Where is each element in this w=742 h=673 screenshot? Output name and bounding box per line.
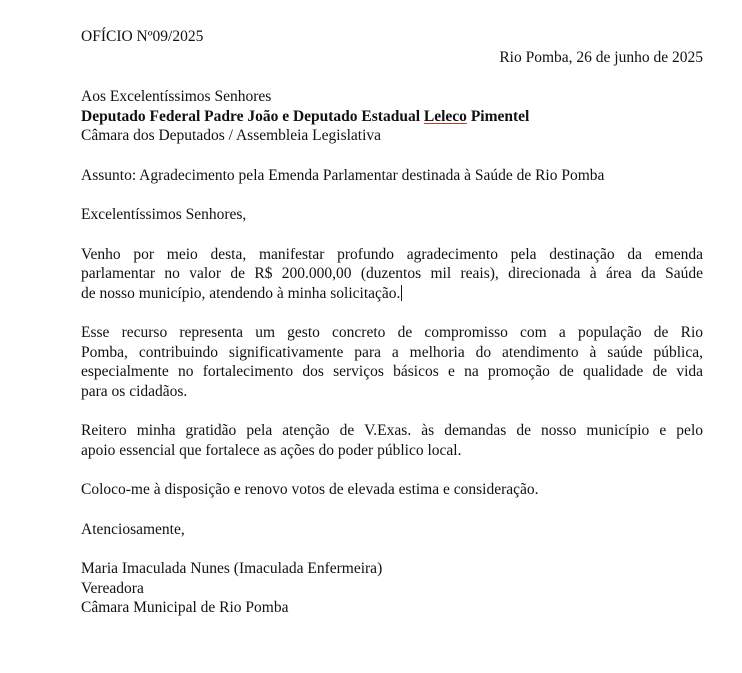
- paragraph-2-line-1: Esse recurso representa um gesto concreto de compromisso com a população de Rio: [81, 324, 703, 341]
- paragraph-1-line-1: Venho por meio desta, manifestar profundo agradecimento pela destinação da emenda: [81, 245, 703, 263]
- signature-role: Vereadora: [81, 579, 144, 597]
- paragraph-2-line-2: Pomba, contribuindo significativamente para a melhoria do atendimento à saúde pública,: [81, 343, 703, 361]
- paragraph-3: [81, 421, 703, 460]
- closing: Atenciosamente,: [81, 520, 185, 538]
- recipient-block: [81, 87, 703, 146]
- paragraph-2: [81, 323, 703, 401]
- subject-line: Assunto: Agradecimento pela Emenda Parlamentar destinada à Saúde de Rio Pomba: [81, 166, 605, 184]
- paragraph-2-line-3: especialmente no fortalecimento dos serviços básicos e na promoção de qualidade de vida: [81, 363, 703, 380]
- recipient-names-underlined: Leleco: [423, 107, 467, 125]
- paragraph-4: Coloco-me à disposição e renovo votos de elevada estima e consideração.: [81, 481, 539, 498]
- oficio-number: OFÍCIO Nº09/2025: [81, 28, 204, 45]
- signature-block: [81, 559, 703, 618]
- paragraph-1-line-3: [81, 284, 703, 304]
- recipient-names-part2: Pimentel: [466, 107, 530, 125]
- paragraph-1-line-3-text: de nosso município, atendendo à minha solicitação.: [81, 284, 401, 302]
- recipient-salutation: Aos Excelentíssimos Senhores: [81, 88, 272, 105]
- paragraph-1-line-2: parlamentar no valor de R$ 200.000,00 (duzentos mil reais), direcionada à área da Saúde: [81, 265, 703, 282]
- signature-name: Maria Imaculada Nunes (Imaculada Enfermeira): [81, 560, 383, 577]
- recipient-names-part1: Deputado Federal Padre João e Deputado Estadual: [81, 107, 424, 125]
- paragraph-3-line-2: apoio essencial que fortalece as ações do poder público local.: [81, 441, 462, 459]
- paragraph-3-line-1: Reitero minha gratidão pela atenção de V.Exas. às demandas de nosso município e pelo: [81, 422, 703, 439]
- paragraph-1: [81, 245, 703, 304]
- document-body: [81, 27, 703, 618]
- recipient-institution: Câmara dos Deputados / Assembleia Legislativa: [81, 127, 382, 144]
- paragraph-2-line-4: para os cidadãos.: [81, 382, 188, 400]
- greeting: Excelentíssimos Senhores,: [81, 206, 247, 223]
- recipient-names: [81, 107, 703, 127]
- place-date: Rio Pomba, 26 de junho de 2025: [499, 48, 703, 66]
- text-cursor-icon: [401, 285, 402, 301]
- signature-institution: Câmara Municipal de Rio Pomba: [81, 599, 289, 616]
